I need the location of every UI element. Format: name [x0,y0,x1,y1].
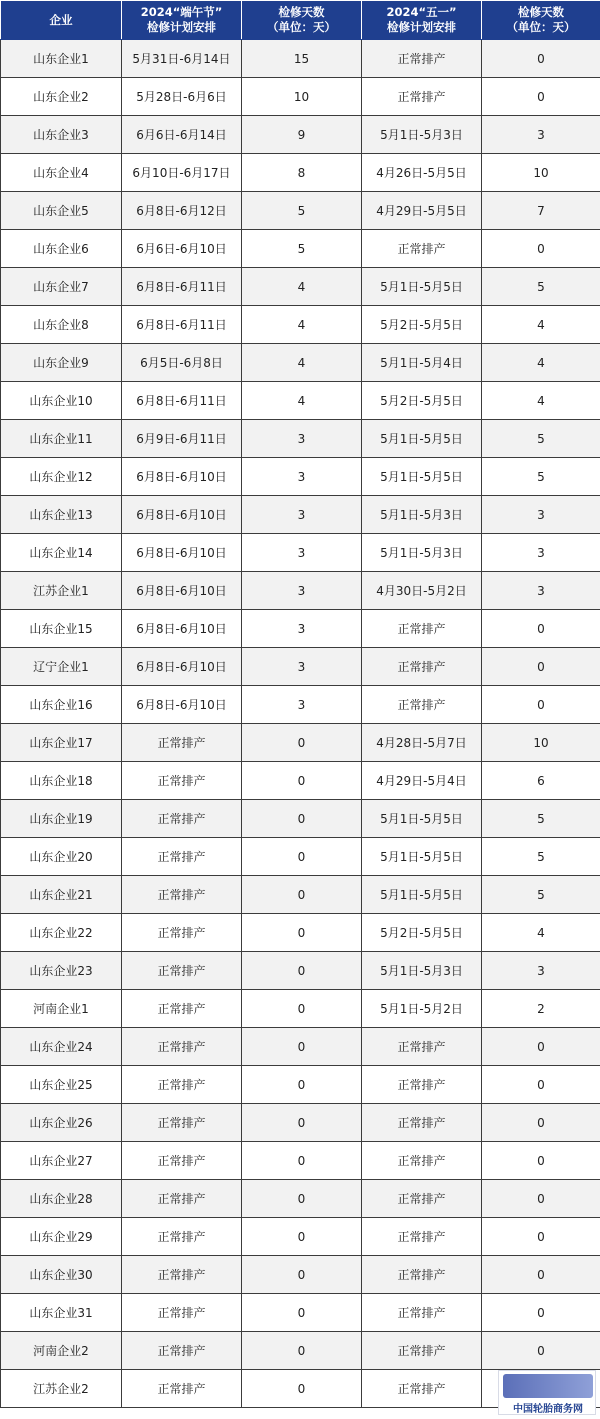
cell-may-day-days: 0 [482,1104,600,1142]
cell-may-day-days: 10 [482,724,600,762]
cell-may-day-days: 0 [482,78,600,116]
cell-enterprise: 山东企业14 [1,534,122,572]
cell-enterprise: 山东企业29 [1,1218,122,1256]
cell-enterprise: 山东企业27 [1,1142,122,1180]
cell-may-day-plan: 正常排产 [362,1294,482,1332]
cell-dragon-boat-days: 0 [242,990,362,1028]
cell-may-day-days: 5 [482,838,600,876]
cell-dragon-boat-plan: 正常排产 [122,724,242,762]
cell-dragon-boat-plan: 6月8日-6月12日 [122,192,242,230]
cell-dragon-boat-days: 0 [242,1104,362,1142]
cell-may-day-plan: 5月1日-5月5日 [362,268,482,306]
cell-enterprise: 山东企业16 [1,686,122,724]
cell-enterprise: 山东企业21 [1,876,122,914]
cell-may-day-days: 3 [482,534,600,572]
cell-may-day-plan: 正常排产 [362,686,482,724]
cell-may-day-days: 2 [482,990,600,1028]
table-row [1,344,600,382]
table-row [1,382,600,420]
cell-dragon-boat-plan: 6月5日-6月8日 [122,344,242,382]
cell-dragon-boat-plan: 6月8日-6月10日 [122,648,242,686]
cell-enterprise: 山东企业23 [1,952,122,990]
cell-may-day-plan: 5月1日-5月3日 [362,116,482,154]
table-row [1,268,600,306]
cell-enterprise: 山东企业4 [1,154,122,192]
cell-dragon-boat-plan: 6月8日-6月10日 [122,572,242,610]
header-dragon-boat-plan: 2024“端午节” 检修计划安排 [122,1,242,40]
cell-may-day-days: 4 [482,306,600,344]
cell-may-day-plan: 4月28日-5月7日 [362,724,482,762]
cell-may-day-plan: 正常排产 [362,610,482,648]
cell-dragon-boat-days: 3 [242,420,362,458]
cell-enterprise: 山东企业26 [1,1104,122,1142]
cell-may-day-days: 0 [482,1066,600,1104]
cell-enterprise: 山东企业17 [1,724,122,762]
cell-may-day-days: 5 [482,876,600,914]
cell-dragon-boat-plan: 6月8日-6月11日 [122,306,242,344]
header-may-day-plan: 2024“五一” 检修计划安排 [362,1,482,40]
cell-may-day-plan: 正常排产 [362,1104,482,1142]
cell-may-day-days: 4 [482,344,600,382]
table-row [1,458,600,496]
cell-may-day-days: 10 [482,154,600,192]
cell-may-day-days: 6 [482,762,600,800]
cell-dragon-boat-plan: 正常排产 [122,838,242,876]
cell-may-day-days: 0 [482,1294,600,1332]
cell-dragon-boat-plan: 正常排产 [122,762,242,800]
cell-dragon-boat-plan: 正常排产 [122,1370,242,1408]
cell-enterprise: 河南企业1 [1,990,122,1028]
table-row [1,78,600,116]
cell-dragon-boat-days: 4 [242,306,362,344]
table-row [1,610,600,648]
cell-may-day-plan: 5月1日-5月5日 [362,800,482,838]
cell-dragon-boat-days: 0 [242,914,362,952]
table-row [1,40,600,78]
cell-dragon-boat-days: 3 [242,648,362,686]
cell-dragon-boat-plan: 6月6日-6月14日 [122,116,242,154]
cell-dragon-boat-days: 9 [242,116,362,154]
table-row [1,990,600,1028]
cell-may-day-days: 0 [482,1218,600,1256]
cell-dragon-boat-days: 4 [242,344,362,382]
cell-dragon-boat-days: 3 [242,458,362,496]
cell-may-day-days: 0 [482,1180,600,1218]
cell-dragon-boat-plan: 正常排产 [122,1332,242,1370]
table-row [1,534,600,572]
cell-enterprise: 山东企业8 [1,306,122,344]
cell-enterprise: 山东企业25 [1,1066,122,1104]
cell-may-day-plan: 正常排产 [362,1066,482,1104]
cell-enterprise: 山东企业1 [1,40,122,78]
cell-dragon-boat-plan: 6月8日-6月10日 [122,686,242,724]
header-enterprise: 企业 [1,1,122,40]
cell-dragon-boat-days: 0 [242,800,362,838]
cell-may-day-plan: 正常排产 [362,230,482,268]
cell-may-day-plan: 5月1日-5月3日 [362,952,482,990]
table-row [1,116,600,154]
cell-dragon-boat-days: 0 [242,1370,362,1408]
table-row [1,230,600,268]
cell-may-day-plan: 正常排产 [362,1218,482,1256]
cell-dragon-boat-days: 0 [242,1218,362,1256]
cell-dragon-boat-days: 0 [242,762,362,800]
table-row [1,838,600,876]
logo-mark-icon [503,1374,593,1398]
cell-dragon-boat-days: 3 [242,610,362,648]
cell-dragon-boat-plan: 正常排产 [122,1294,242,1332]
cell-may-day-plan: 正常排产 [362,1028,482,1066]
cell-enterprise: 山东企业10 [1,382,122,420]
cell-enterprise: 辽宁企业1 [1,648,122,686]
cell-dragon-boat-days: 4 [242,382,362,420]
table-row [1,1332,600,1370]
cell-dragon-boat-plan: 6月8日-6月11日 [122,382,242,420]
cell-dragon-boat-plan: 正常排产 [122,914,242,952]
cell-dragon-boat-days: 0 [242,876,362,914]
cell-may-day-plan: 5月1日-5月3日 [362,496,482,534]
table-body [1,40,600,1408]
cell-dragon-boat-plan: 正常排产 [122,800,242,838]
cell-dragon-boat-plan: 正常排产 [122,1142,242,1180]
cell-enterprise: 山东企业5 [1,192,122,230]
cell-dragon-boat-days: 5 [242,230,362,268]
cell-may-day-plan: 4月30日-5月2日 [362,572,482,610]
cell-enterprise: 山东企业12 [1,458,122,496]
cell-may-day-days: 0 [482,1256,600,1294]
cell-dragon-boat-plan: 正常排产 [122,1256,242,1294]
cell-may-day-days: 3 [482,952,600,990]
table-row [1,1256,600,1294]
cell-enterprise: 河南企业2 [1,1332,122,1370]
cell-may-day-days: 4 [482,914,600,952]
table-row [1,496,600,534]
cell-may-day-days: 0 [482,686,600,724]
cell-dragon-boat-days: 10 [242,78,362,116]
cell-dragon-boat-plan: 6月6日-6月10日 [122,230,242,268]
site-logo [498,1370,596,1415]
table-row [1,686,600,724]
table-row [1,876,600,914]
table-row [1,724,600,762]
cell-dragon-boat-days: 0 [242,838,362,876]
table-row [1,154,600,192]
cell-dragon-boat-plan: 5月31日-6月14日 [122,40,242,78]
cell-enterprise: 山东企业15 [1,610,122,648]
cell-may-day-plan: 5月2日-5月5日 [362,382,482,420]
cell-enterprise: 江苏企业2 [1,1370,122,1408]
cell-may-day-plan: 正常排产 [362,1256,482,1294]
cell-may-day-plan: 5月1日-5月3日 [362,534,482,572]
cell-may-day-days: 0 [482,610,600,648]
table-row [1,572,600,610]
cell-may-day-days: 0 [482,1142,600,1180]
cell-dragon-boat-plan: 正常排产 [122,1218,242,1256]
cell-may-day-plan: 正常排产 [362,1142,482,1180]
cell-dragon-boat-days: 0 [242,1180,362,1218]
table-row [1,952,600,990]
cell-may-day-plan: 5月1日-5月5日 [362,420,482,458]
table-row [1,914,600,952]
cell-dragon-boat-days: 8 [242,154,362,192]
cell-dragon-boat-days: 3 [242,686,362,724]
header-may-day-days: 检修天数 （单位：天） [482,1,600,40]
cell-dragon-boat-days: 0 [242,1066,362,1104]
cell-may-day-days: 0 [482,1028,600,1066]
table-row [1,1180,600,1218]
cell-dragon-boat-plan: 正常排产 [122,1180,242,1218]
cell-enterprise: 山东企业20 [1,838,122,876]
cell-enterprise: 山东企业24 [1,1028,122,1066]
cell-may-day-days: 3 [482,116,600,154]
cell-dragon-boat-days: 0 [242,952,362,990]
cell-dragon-boat-plan: 5月28日-6月6日 [122,78,242,116]
cell-may-day-days: 0 [482,648,600,686]
cell-may-day-days: 3 [482,496,600,534]
cell-dragon-boat-plan: 6月8日-6月10日 [122,610,242,648]
table-row [1,762,600,800]
cell-dragon-boat-plan: 6月8日-6月10日 [122,534,242,572]
cell-dragon-boat-days: 3 [242,534,362,572]
cell-may-day-days: 4 [482,382,600,420]
cell-dragon-boat-days: 3 [242,572,362,610]
cell-dragon-boat-plan: 6月8日-6月11日 [122,268,242,306]
cell-enterprise: 山东企业30 [1,1256,122,1294]
cell-enterprise: 山东企业18 [1,762,122,800]
cell-may-day-plan: 正常排产 [362,40,482,78]
cell-dragon-boat-days: 0 [242,1294,362,1332]
cell-may-day-plan: 4月29日-5月5日 [362,192,482,230]
cell-may-day-plan: 5月1日-5月5日 [362,458,482,496]
cell-may-day-plan: 5月1日-5月5日 [362,838,482,876]
table-row [1,192,600,230]
cell-may-day-plan: 正常排产 [362,1180,482,1218]
cell-may-day-days: 5 [482,800,600,838]
cell-enterprise: 山东企业19 [1,800,122,838]
cell-enterprise: 山东企业6 [1,230,122,268]
cell-dragon-boat-plan: 6月9日-6月11日 [122,420,242,458]
cell-may-day-plan: 5月2日-5月5日 [362,914,482,952]
cell-dragon-boat-plan: 正常排产 [122,1066,242,1104]
cell-dragon-boat-days: 0 [242,724,362,762]
cell-may-day-days: 5 [482,420,600,458]
table-header-row [1,1,600,40]
cell-enterprise: 山东企业13 [1,496,122,534]
table-row [1,800,600,838]
cell-dragon-boat-days: 5 [242,192,362,230]
cell-dragon-boat-days: 15 [242,40,362,78]
cell-may-day-days: 7 [482,192,600,230]
cell-may-day-days: 0 [482,40,600,78]
cell-may-day-plan: 正常排产 [362,648,482,686]
cell-may-day-days: 5 [482,268,600,306]
cell-may-day-plan: 正常排产 [362,78,482,116]
cell-may-day-plan: 4月26日-5月5日 [362,154,482,192]
cell-enterprise: 山东企业22 [1,914,122,952]
cell-dragon-boat-plan: 正常排产 [122,1028,242,1066]
cell-enterprise: 山东企业7 [1,268,122,306]
cell-dragon-boat-plan: 6月8日-6月10日 [122,458,242,496]
cell-dragon-boat-plan: 正常排产 [122,876,242,914]
table-row [1,1066,600,1104]
cell-enterprise: 山东企业11 [1,420,122,458]
cell-may-day-days: 5 [482,458,600,496]
logo-text: 中国轮胎商务网 [513,1404,583,1415]
cell-may-day-plan: 5月1日-5月5日 [362,876,482,914]
header-dragon-boat-days: 检修天数 （单位：天） [242,1,362,40]
cell-dragon-boat-plan: 6月8日-6月10日 [122,496,242,534]
table-row [1,1104,600,1142]
table-row [1,648,600,686]
cell-may-day-plan: 5月1日-5月2日 [362,990,482,1028]
cell-dragon-boat-plan: 6月10日-6月17日 [122,154,242,192]
cell-enterprise: 山东企业31 [1,1294,122,1332]
cell-dragon-boat-days: 3 [242,496,362,534]
cell-may-day-plan: 4月29日-5月4日 [362,762,482,800]
cell-may-day-days: 0 [482,230,600,268]
cell-dragon-boat-days: 4 [242,268,362,306]
table-row [1,1294,600,1332]
table-row [1,306,600,344]
cell-dragon-boat-plan: 正常排产 [122,952,242,990]
cell-enterprise: 山东企业28 [1,1180,122,1218]
cell-may-day-plan: 正常排产 [362,1332,482,1370]
cell-dragon-boat-plan: 正常排产 [122,1104,242,1142]
table-row [1,420,600,458]
cell-enterprise: 山东企业2 [1,78,122,116]
table-row [1,1142,600,1180]
cell-dragon-boat-days: 0 [242,1256,362,1294]
cell-dragon-boat-days: 0 [242,1142,362,1180]
table-row [1,1028,600,1066]
cell-may-day-plan: 正常排产 [362,1370,482,1408]
cell-enterprise: 山东企业9 [1,344,122,382]
cell-may-day-plan: 5月2日-5月5日 [362,306,482,344]
cell-enterprise: 江苏企业1 [1,572,122,610]
cell-may-day-days: 3 [482,572,600,610]
cell-may-day-days: 0 [482,1332,600,1370]
cell-dragon-boat-days: 0 [242,1332,362,1370]
cell-dragon-boat-days: 0 [242,1028,362,1066]
cell-dragon-boat-plan: 正常排产 [122,990,242,1028]
table-row [1,1218,600,1256]
cell-enterprise: 山东企业3 [1,116,122,154]
cell-may-day-plan: 5月1日-5月4日 [362,344,482,382]
